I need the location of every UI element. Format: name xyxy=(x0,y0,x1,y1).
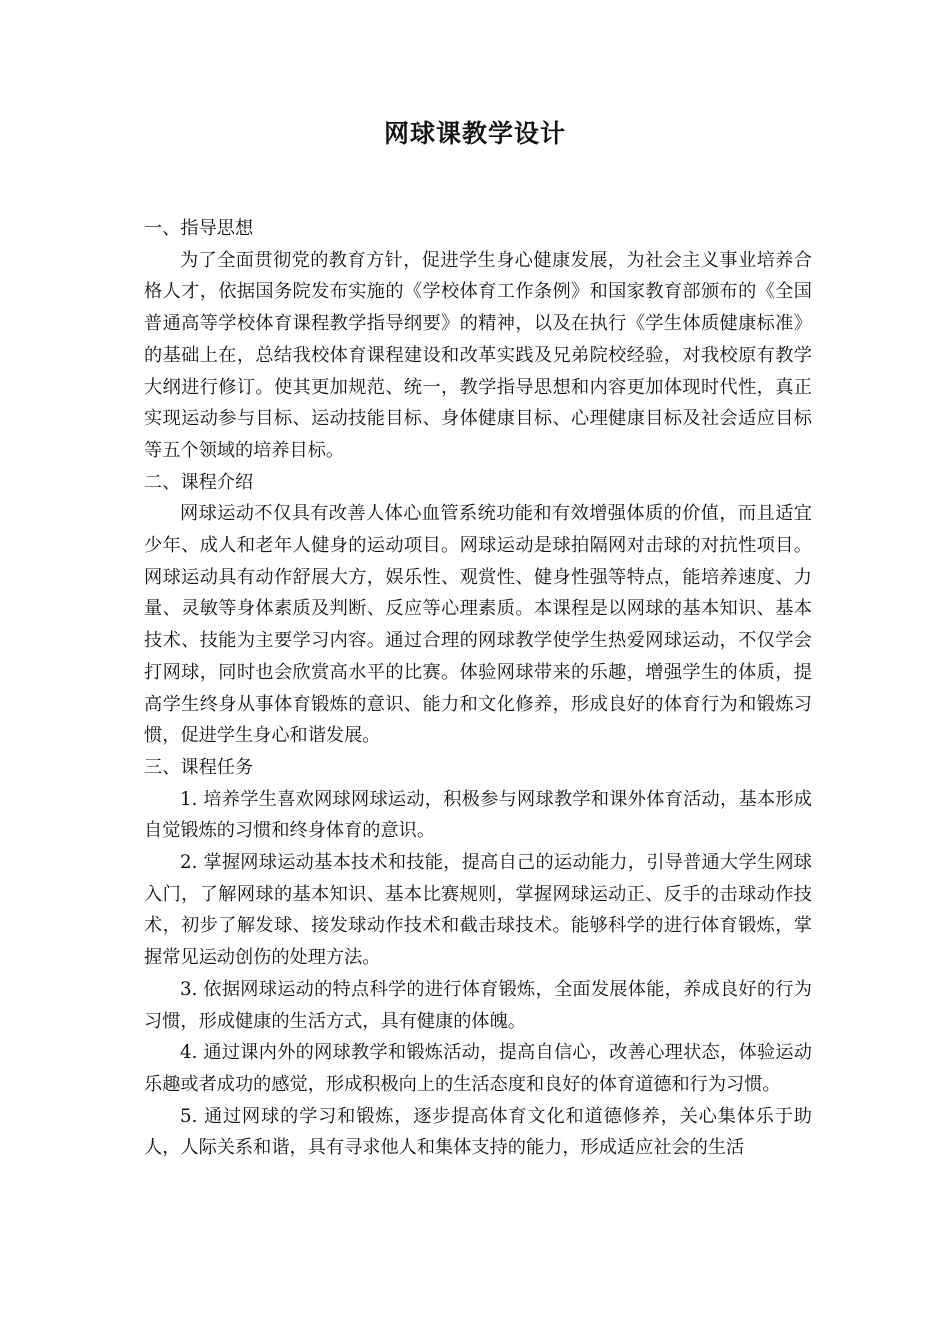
document-body xyxy=(144,213,812,1164)
task-item: 1. 培养学生喜欢网球网球运动，积极参与网球教学和课外体育活动，基本形成自觉锻炼的习惯和终身体育的意识。 xyxy=(144,788,812,842)
paragraph: 为了全面贯彻党的教育方针，促进学生身心健康发展，为社会主义事业培养合格人才，依据国务院发布实施的《学校体育工作条例》和国家教育部颁布的《全国普通高等学校体育课程教学指导纲要》的精神，以及在执行《学生体质健康标准》的基础上在，总结我校体育课程建设和改革实践及兄弟院校经验，对我校原有教学大纲进行修订。使其更加规范、统一，教学指导思想和内容更加体现时代性，真正实现运动参与目标、运动技能目标、身体健康目标、心理健康目标及社会适应目标等五个领域的培养目标。 xyxy=(144,249,812,461)
section-heading: 一、指导思想 xyxy=(144,218,254,239)
section-course-tasks xyxy=(144,752,812,1164)
task-item: 2. 掌握网球运动基本技术和技能，提高自己的运动能力，引导普通大学生网球入门，了解网球的基本知识、基本比赛规则，掌握网球运动正、反手的击球动作技术，初步了解发球、接发球动作技术和截击球技术。能够科学的进行体育锻炼，掌握常见运动创伤的处理方法。 xyxy=(144,852,812,969)
task-item: 5. 通过网球的学习和锻炼，逐步提高体育文化和道德修养，关心集体乐于助人，人际关系和谐，具有寻求他人和集体支持的能力，形成适应社会的生活 xyxy=(144,1105,812,1159)
section-heading: 二、课程介绍 xyxy=(144,471,254,493)
section-guiding-ideology xyxy=(144,213,812,467)
section-course-introduction xyxy=(144,467,812,752)
task-item: 3. 依据网球运动的特点科学的进行体育锻炼，全面发展体能，养成良好的行为习惯，形成健康的生活方式，具有健康的体魄。 xyxy=(144,978,812,1032)
task-item: 4. 通过课内外的网球教学和锻炼活动，提高自信心，改善心理状态，体验运动乐趣或者成功的感觉，形成积极向上的生活态度和良好的体育道德和行为习惯。 xyxy=(144,1042,812,1095)
section-heading: 三、课程任务 xyxy=(144,756,254,778)
document-title: 网球课教学设计 xyxy=(383,119,566,148)
paragraph: 网球运动不仅具有改善人体心血管系统功能和有效增强体质的价值，而且适宜少年、成人和老年人健身的运动项目。网球运动是球拍隔网对击球的对抗性项目。网球运动具有动作舒展大方，娱乐性、观赏性、健身性强等特点，能培养速度、力量、灵敏等身体素质及判断、反应等心理素质。本课程是以网球的基本知识、基本技术、技能为主要学习内容。通过合理的网球教学使学生热爱网球运动，不仅学会打网球，同时也会欣赏高水平的比赛。体验网球带来的乐趣，增强学生的体质，提高学生终身从事体育锻炼的意识、能力和文化修养，形成良好的体育行为和锻炼习惯，促进学生身心和谐发展。 xyxy=(144,503,812,747)
